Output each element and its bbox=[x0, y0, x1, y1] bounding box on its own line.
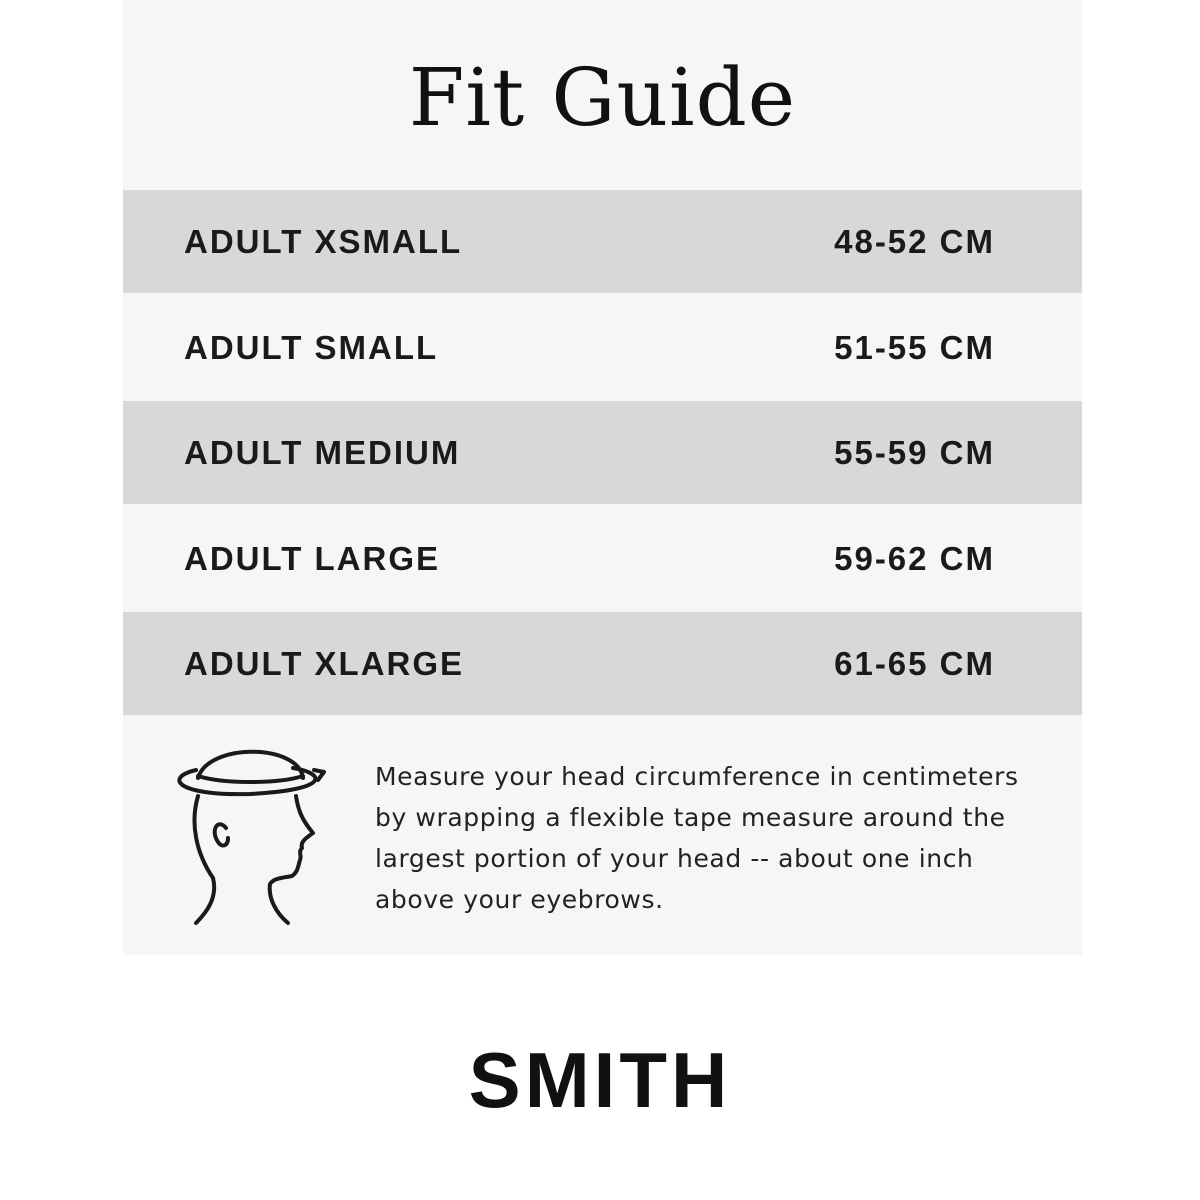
size-row bbox=[123, 612, 1082, 715]
size-row bbox=[123, 507, 1082, 610]
size-range: 48-52 CM bbox=[834, 222, 995, 260]
size-range: 51-55 CM bbox=[834, 328, 995, 366]
size-range: 55-59 CM bbox=[834, 433, 995, 471]
size-label: ADULT LARGE bbox=[184, 539, 441, 577]
brand-logo bbox=[0, 1043, 1200, 1123]
measure-instructions: Measure your head circumference in centimeters by wrapping a flexible tape measure around the largest portion of your head -- about one inch above your eyebrows. bbox=[375, 762, 1019, 914]
measure-section bbox=[123, 716, 1082, 955]
size-label: ADULT XSMALL bbox=[184, 222, 463, 260]
page-title: Fit Guide bbox=[408, 51, 797, 144]
size-range: 61-65 CM bbox=[834, 644, 995, 682]
size-row bbox=[123, 401, 1082, 504]
head-measure-icon bbox=[168, 738, 333, 928]
size-label: ADULT MEDIUM bbox=[184, 433, 461, 471]
brand-wordmark: SMITH bbox=[468, 1043, 732, 1113]
size-range: 59-62 CM bbox=[834, 539, 995, 577]
size-label: ADULT SMALL bbox=[184, 328, 439, 366]
fit-guide-card bbox=[123, 0, 1082, 955]
size-row bbox=[123, 296, 1082, 399]
size-row bbox=[123, 190, 1082, 293]
smith-logo bbox=[455, 1043, 745, 1113]
size-label: ADULT XLARGE bbox=[184, 644, 465, 682]
